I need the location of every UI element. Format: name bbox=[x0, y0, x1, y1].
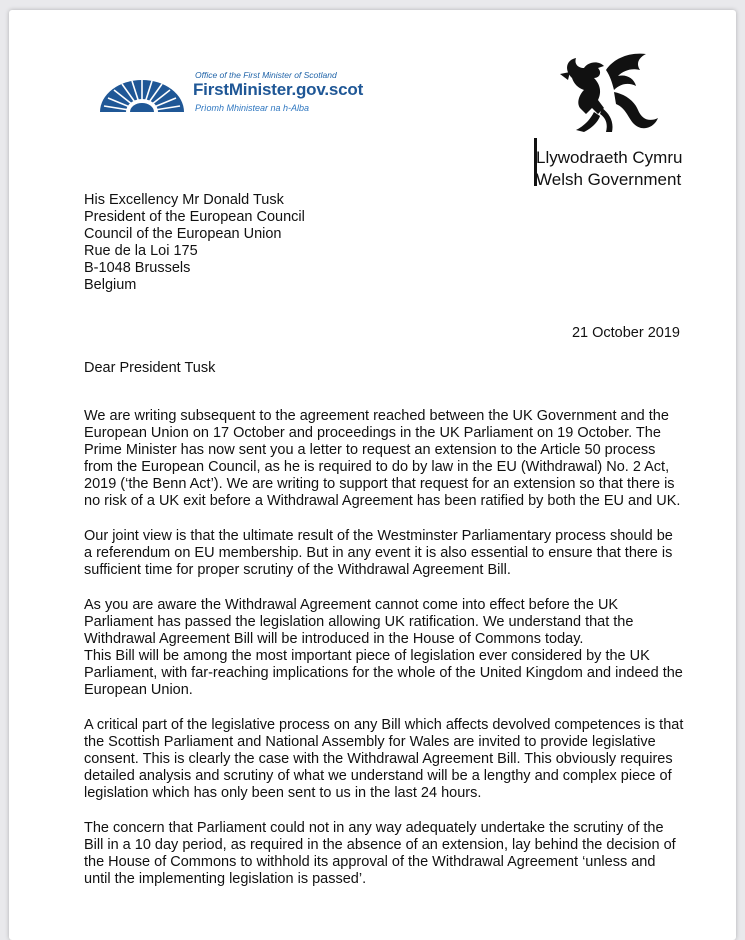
address-line: President of the European Council bbox=[84, 209, 305, 225]
letter-body bbox=[84, 408, 684, 906]
address-line: Council of the European Union bbox=[84, 226, 282, 242]
address-line: His Excellency Mr Donald Tusk bbox=[84, 192, 284, 208]
first-minister-logo bbox=[96, 70, 366, 118]
sunburst-icon bbox=[96, 76, 188, 114]
paragraph: We are writing subsequent to the agreement reached between the UK Government and the European Union on 17 October and proceedings in the UK Parliament on 19 October. The Prime Minister has now sent you a letter to request an extension to the Article 50 process from the European Council, as he is required to do by law in the EU (Withdrawal) No. 2 Act, 2019 (‘the Benn Act’). We are writing to support that request for an extension so that there is no risk of a UK exit before a Withdrawal Agreement has been ratified by both the EU and UK. bbox=[84, 408, 681, 509]
paragraph: As you are aware the Withdrawal Agreement cannot come into effect before the UK Parliament has passed the legislation allowing UK ratification. We understand that the Withdrawal Agreement Bill will be introduced in the House of Commons today. bbox=[84, 597, 634, 647]
paragraph: This Bill will be among the most important piece of legislation ever considered by the UK Parliament, with far-reaching implications for the whole of the United Kingdom and indeed the European Union. bbox=[84, 648, 683, 698]
gaelic-text: Prìomh Mhinistear na h-Alba bbox=[195, 103, 310, 113]
paragraph: Our joint view is that the ultimate result of the Westminster Parliamentary process should be a referendum on EU membership. But in any event it is also essential to ensure that there is sufficient time for proper scrutiny of the Withdrawal Agreement Bill. bbox=[84, 528, 673, 578]
address-line: Rue de la Loi 175 bbox=[84, 243, 198, 259]
address-line: B-1048 Brussels bbox=[84, 260, 191, 276]
recipient-address bbox=[84, 192, 305, 294]
letter-date: 21 October 2019 bbox=[571, 325, 680, 341]
paragraph: The concern that Parliament could not in any way adequately undertake the scrutiny of the Bill in a 10 day period, as required in the absence of an extension, lay behind the decision of the House of Commons to withhold its approval of the Withdrawal Agreement ‘unless and until the implementing legislation is passed’. bbox=[84, 820, 676, 887]
salutation: Dear President Tusk bbox=[84, 360, 216, 376]
welsh-government-logo bbox=[524, 48, 684, 198]
address-line: Belgium bbox=[84, 277, 137, 293]
english-name: Welsh Government bbox=[536, 170, 682, 189]
welsh-name: Llywodraeth Cymru bbox=[536, 148, 683, 167]
dragon-icon bbox=[554, 48, 664, 136]
office-text: Office of the First Minister of Scotland bbox=[195, 70, 337, 80]
paragraph: A critical part of the legislative process on any Bill which affects devolved competences is that the Scottish Parliament and National Assembly for Wales are invited to provide legislative consent. This is clearly the case with the Withdrawal Agreement Bill. This obviously requires detailed analysis and scrutiny of what we understand will be a lengthy and complex piece of legislation which has only been sent to us in the last 24 hours. bbox=[84, 717, 684, 801]
site-name: FirstMinister.gov.scot bbox=[193, 80, 364, 99]
